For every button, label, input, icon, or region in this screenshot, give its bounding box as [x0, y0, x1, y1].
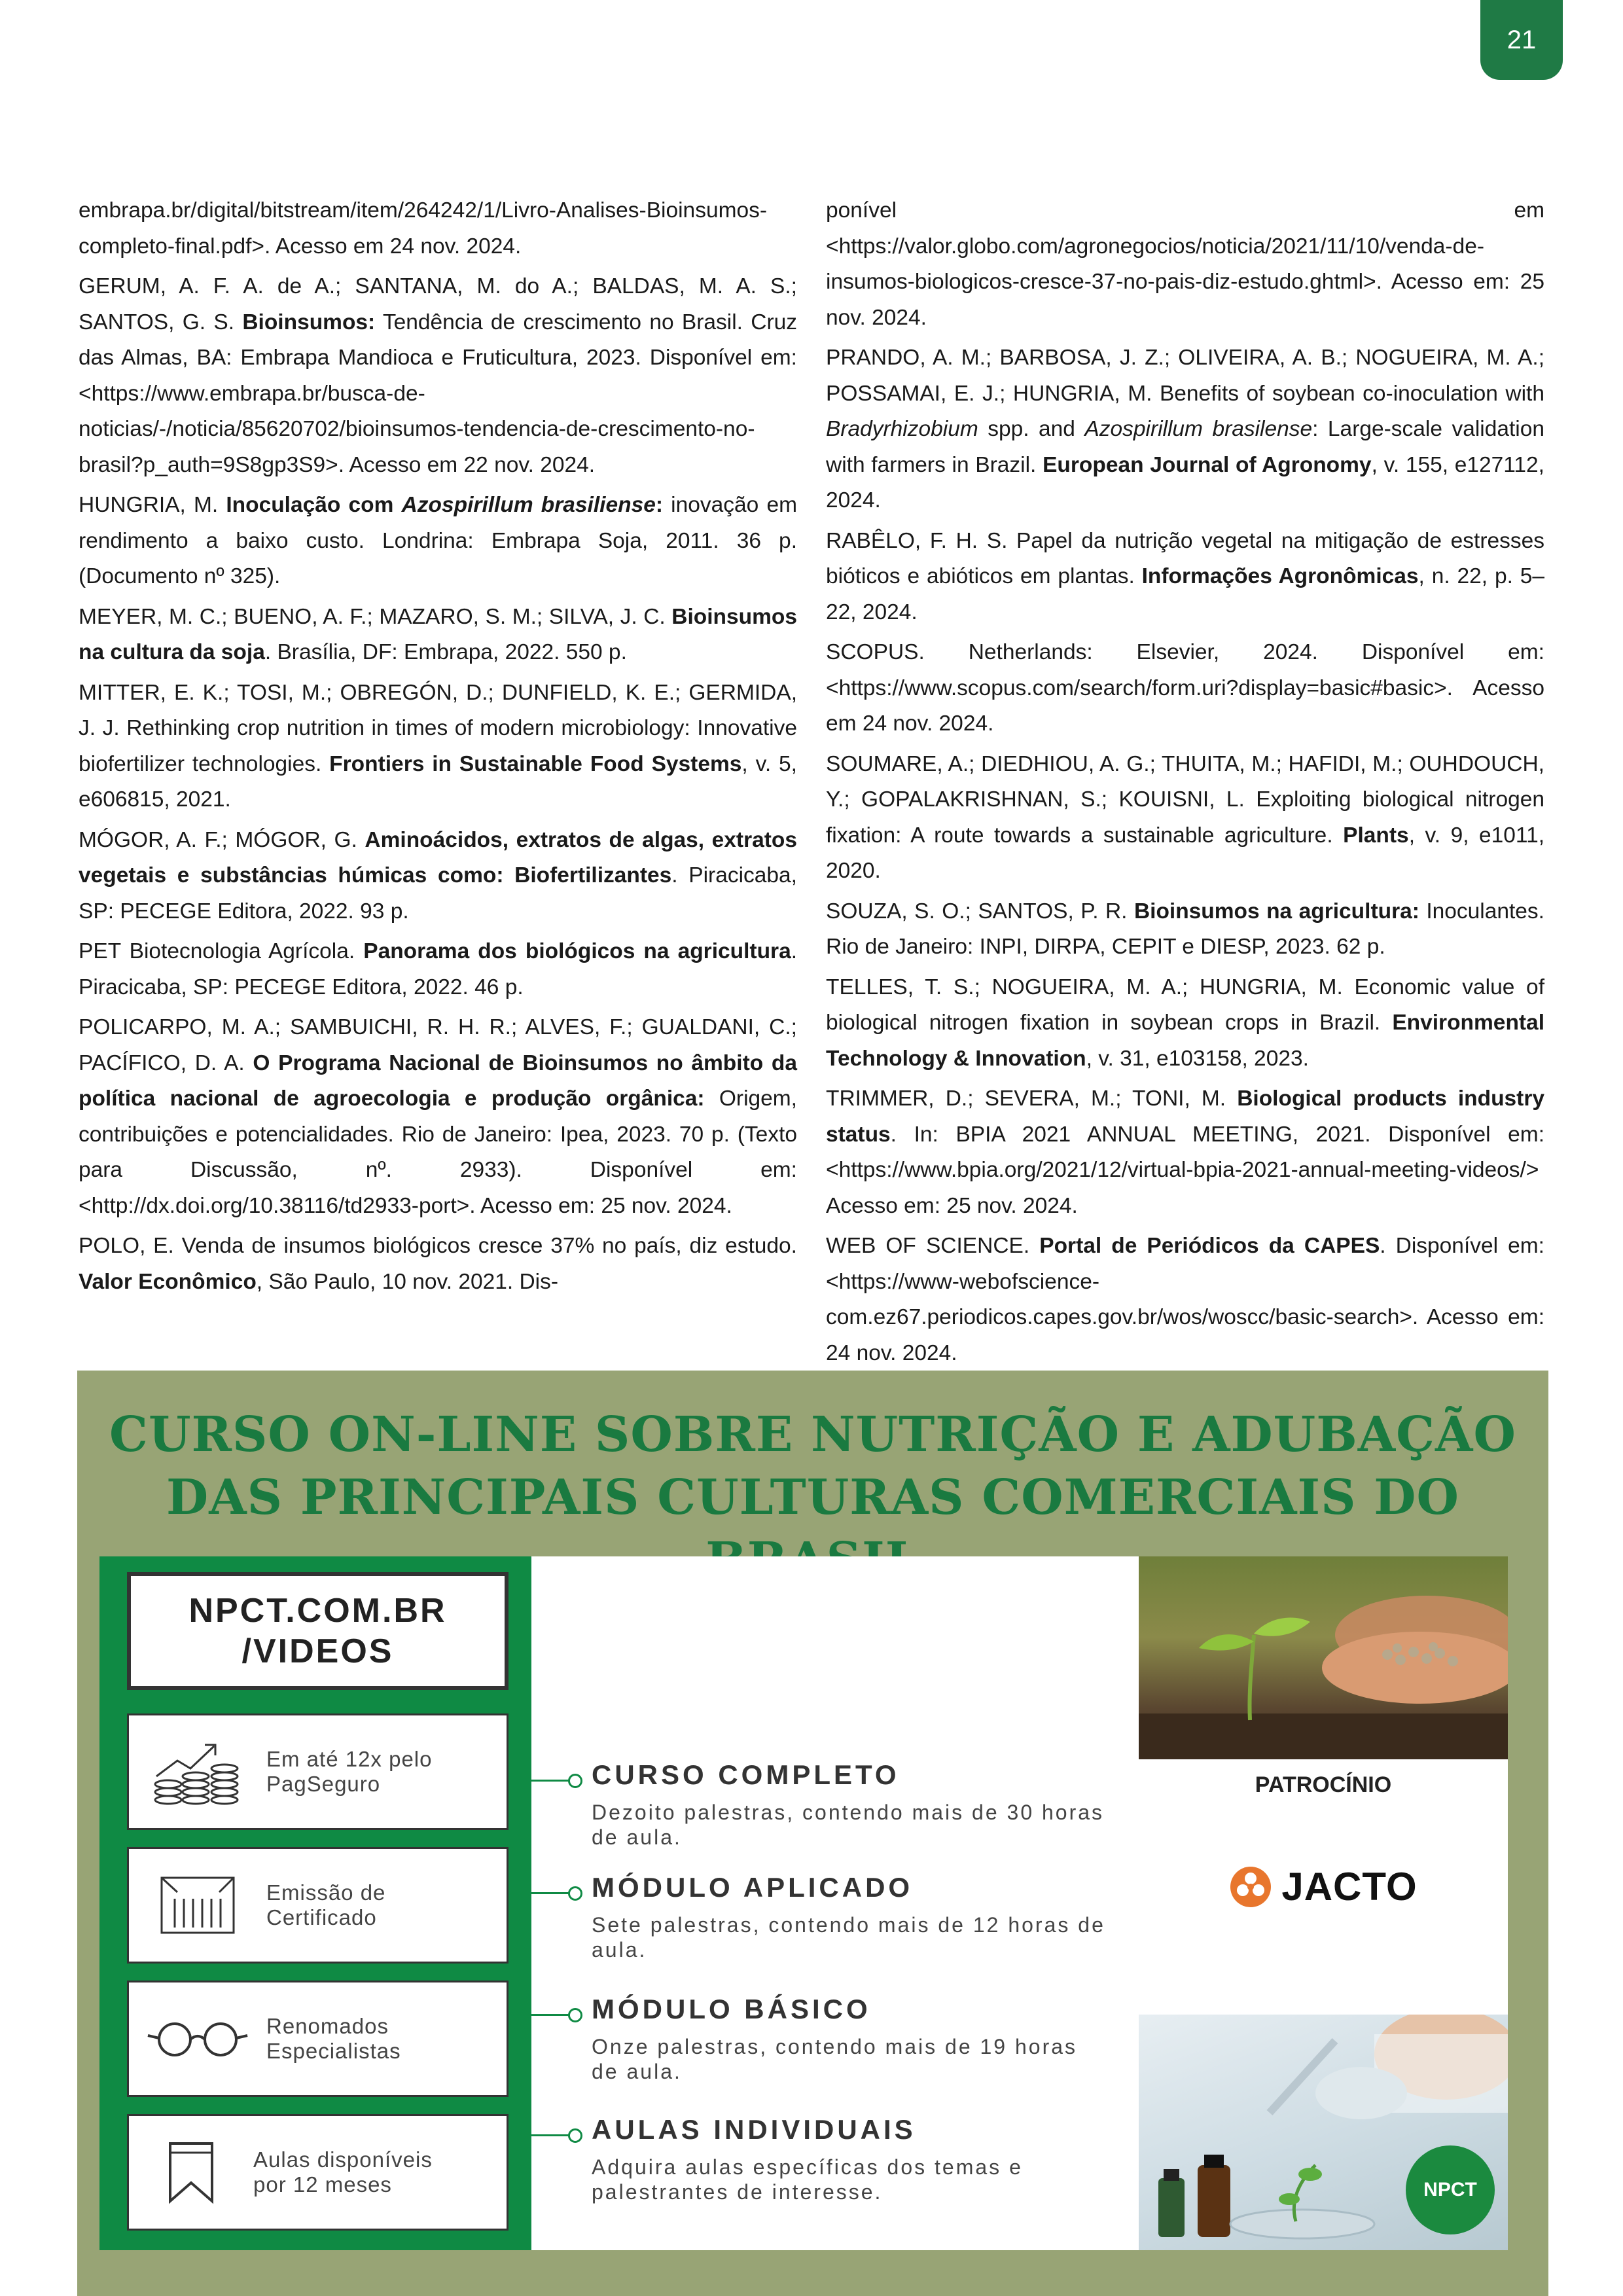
reference-text: Aminoácidos, extratos de algas, extratos vegetais e substâncias húmicas como: Biofertilizantes — [79, 827, 797, 888]
reference-text: MITTER, E. K.; TOSI, M.; OBREGÓN, D.; DUNFIELD, K. E.; GERMIDA, J. J. Rethinking crop nutrition in times of modern microbiology: Innovative biofertilizer technologies. — [79, 680, 797, 776]
reference-text: SOUZA, S. O.; SANTOS, P. R. — [826, 899, 1134, 924]
reference-text: , São Paulo, 10 nov. 2021. Dis- — [256, 1269, 559, 1294]
feature-payment — [127, 1713, 508, 1830]
reference-text: ponível em <https://valor.globo.com/agronegocios/noticia/2021/11/10/venda-de-insumos-biologicos-cresce-37-no-pais-diz-estudo.ghtml>. Acesso em: 25 nov. 2024. — [826, 198, 1544, 330]
certificate-icon — [129, 1873, 266, 1938]
seedling-photo — [1139, 1556, 1508, 1759]
option-title: MÓDULO BÁSICO — [592, 1994, 871, 2024]
option-title: AULAS INDIVIDUAIS — [592, 2114, 916, 2145]
reference-text: Azospirillum brasiliense — [401, 493, 656, 517]
reference-text: Valor Econômico — [79, 1269, 257, 1294]
feature-payment-line-1: Em até 12x pelo — [266, 1747, 433, 1771]
reference-text: SOUMARE, A.; DIEDHIOU, A. G.; THUITA, M.; HAFIDI, M.; OUHDOUCH, Y.; GOPALAKRISHNAN, S.; KOUISNI, L. Exploiting biological nitrogen fixation: A route towards a sustainable agriculture. — [826, 751, 1544, 848]
reference-text: PRANDO, A. M.; BARBOSA, J. Z.; OLIVEIRA, A. B.; NOGUEIRA, M. A.; POSSAMAI, E. J.; HUNGRIA, M. Benefits of soybean co-inoculation with — [826, 346, 1544, 406]
reference-entry — [79, 675, 797, 818]
option-description: Sete palestras, contendo mais de 12 horas de aula. — [592, 1913, 1105, 1962]
coins-chart-icon — [129, 1736, 266, 1808]
reference-text: Biological products industry status — [826, 1086, 1544, 1147]
reference-text: Origem, contribuições e potencialidades. Rio de Janeiro: Ipea, 2023. 70 p. (Texto para Discussão, nº. 2933). Disponível em: <http://dx.doi.org/10.38116/td2933-port>. Acesso em: 25 nov. 2024. — [79, 1086, 797, 1218]
reference-text: Frontiers in Sustainable Food Systems — [329, 751, 742, 776]
course-advertisement — [77, 1371, 1548, 2296]
reference-entry — [79, 193, 797, 264]
reference-text: , v. 9, e1011, 2020. — [826, 823, 1545, 883]
references-section — [79, 193, 1544, 1376]
reference-text: Informações Agronômicas — [1141, 564, 1419, 588]
reference-text: . Piracicaba, SP: PECEGE Editora, 2022. 46 p. — [79, 939, 798, 999]
sponsor-label: PATROCÍNIO — [1255, 1772, 1392, 1797]
reference-text: Bioinsumos: — [242, 310, 376, 334]
reference-text: Plants — [1343, 823, 1409, 848]
reference-entry — [826, 747, 1544, 889]
reference-text: MEYER, M. C.; BUENO, A. F.; MAZARO, S. M.; SILVA, J. C. — [79, 604, 672, 629]
reference-entry — [826, 524, 1544, 631]
reference-entry — [79, 934, 797, 1005]
reference-text: POLO, E. Venda de insumos biológicos cresce 37% no país, diz estudo. — [79, 1234, 797, 1258]
feature-availability-line-1: Aulas disponíveis — [253, 2147, 433, 2172]
option-description: Adquira aulas específicas dos temas e palestrantes de interesse. — [592, 2155, 1023, 2204]
reference-text: RABÊLO, F. H. S. Papel da nutrição vegetal na mitigação de estresses bióticos e abióticos em plantas. — [826, 528, 1544, 588]
reference-text: Portal de Periódicos da CAPES — [1039, 1234, 1380, 1258]
feature-availability-line-2: por 12 meses — [253, 2172, 392, 2197]
jacto-wordmark: JACTO — [1281, 1865, 1418, 1909]
bookmark-icon — [129, 2140, 253, 2205]
reference-text: Panorama dos biológicos na agricultura — [363, 939, 791, 963]
ad-features-column — [99, 1556, 531, 2250]
ad-title-line-2: DAS PRINCIPAIS CULTURAS COMERCIAIS DO — [166, 1469, 1459, 1526]
reference-entry — [826, 970, 1544, 1077]
reference-text: Inoculantes. Rio de Janeiro: INPI, DIRPA, CEPIT e DIESP, 2023. 62 p. — [826, 899, 1544, 959]
glasses-icon — [129, 2016, 266, 2062]
reference-text: : — [655, 493, 663, 517]
reference-text: Bioinsumos na cultura da soja — [79, 604, 797, 664]
jacto-emblem-icon — [1229, 1865, 1272, 1909]
bullet-dot-icon — [568, 1886, 582, 1901]
reference-text: GERUM, A. F. A. de A.; SANTANA, M. do A.; BALDAS, M. A. S.; SANTOS, G. S. — [79, 274, 797, 334]
ad-panel — [99, 1556, 1508, 2250]
reference-text: POLICARPO, M. A.; SAMBUICHI, R. H. R.; ALVES, F.; GUALDANI, C.; PACÍFICO, D. A. — [79, 1015, 797, 1075]
reference-text: Environmental Technology & Innovation — [826, 1011, 1544, 1071]
feature-specialists-line-2: Especialistas — [266, 2039, 401, 2063]
course-url-line-2: /VIDEOS — [241, 1632, 394, 1670]
laboratory-photo — [1139, 2015, 1508, 2250]
reference-text: Bioinsumos na agricultura: — [1133, 899, 1419, 924]
reference-text: TRIMMER, D.; SEVERA, M.; TONI, M. — [826, 1086, 1238, 1111]
reference-text: . Piracicaba, SP: PECEGE Editora, 2022. 93 p. — [79, 863, 797, 924]
reference-text: , n. 22, p. 5–22, 2024. — [826, 564, 1545, 624]
references-right-column — [826, 193, 1544, 1376]
reference-text: Tendência de crescimento no Brasil. Cruz das Almas, BA: Embrapa Mandioca e Fruticultura, 2023. Disponível em: <https://www.embrapa.br/busca-de-noticias/-/noticia/85620702/bioinsumos-tendencia-de-crescimento-no-brasil?p_auth=9S8gp3S9>. Acesso em 22 nov. 2024. — [79, 310, 797, 477]
reference-text: MÓGOR, A. F.; MÓGOR, G. — [79, 827, 365, 852]
reference-text: European Journal of Agronomy — [1043, 452, 1372, 477]
reference-text: WEB OF SCIENCE. — [826, 1234, 1040, 1258]
reference-text: PET Biotecnologia Agrícola. — [79, 939, 364, 963]
bullet-dot-icon — [568, 2128, 582, 2143]
feature-availability — [127, 2114, 508, 2231]
reference-text: . Disponível em: <https://www-webofscience-com.ez67.periodicos.capes.gov.br/wos/woscc/basic-search>. Acesso em: 24 nov. 2024. — [826, 1234, 1544, 1365]
feature-specialists — [127, 1981, 508, 2097]
reference-text: HUNGRIA, M. — [79, 493, 226, 517]
reference-text: , v. 31, e103158, 2023. — [1086, 1046, 1309, 1071]
reference-entry — [826, 340, 1544, 519]
reference-entry — [826, 1229, 1544, 1371]
reference-entry — [826, 894, 1544, 965]
option-title: MÓDULO APLICADO — [592, 1872, 914, 1903]
references-left-column — [79, 193, 797, 1376]
reference-text: Azospirillum brasilense — [1084, 417, 1313, 441]
npct-badge: NPCT — [1406, 2145, 1495, 2234]
reference-entry — [79, 1010, 797, 1224]
reference-entry — [79, 600, 797, 671]
bullet-dot-icon — [568, 2008, 582, 2022]
feature-payment-line-2: PagSeguro — [266, 1772, 381, 1796]
reference-text: . Brasília, DF: Embrapa, 2022. 550 p. — [264, 640, 627, 664]
reference-text: : Large-scale validation with farmers in Brazil. — [826, 417, 1544, 477]
option-description: Onze palestras, contendo mais de 19 horas de aula. — [592, 2035, 1078, 2083]
feature-certificate-line-2: Certificado — [266, 1905, 377, 1929]
reference-text: spp. and — [978, 417, 1085, 441]
jacto-logo — [1139, 1864, 1508, 1909]
reference-entry — [79, 269, 797, 483]
reference-entry — [826, 193, 1544, 336]
reference-entry — [826, 1081, 1544, 1224]
reference-text: , v. 155, e127112, 2024. — [826, 452, 1544, 512]
reference-entry — [79, 1229, 797, 1300]
page-number: 21 — [1480, 0, 1563, 80]
bullet-dot-icon — [568, 1774, 582, 1788]
reference-entry — [79, 488, 797, 595]
reference-text: , v. 5, e606815, 2021. — [79, 751, 797, 812]
feature-certificate-line-1: Emissão de — [266, 1880, 386, 1905]
reference-text: embrapa.br/digital/bitstream/item/264242/1/Livro-Analises-Bioinsumos-completo-final.pdf>. Acesso em 24 nov. 2024. — [79, 198, 768, 259]
reference-text: O Programa Nacional de Bioinsumos no âmbito da política nacional de agroecologia e produção orgânica: — [79, 1050, 797, 1111]
feature-certificate — [127, 1847, 508, 1964]
reference-text: Inoculação com — [226, 493, 402, 517]
reference-entry — [79, 823, 797, 930]
course-url-box[interactable] — [127, 1572, 508, 1690]
reference-text: inovação em rendimento a baixo custo. Londrina: Embrapa Soja, 2011. 36 p. (Documento nº 325). — [79, 493, 797, 588]
reference-text: SCOPUS. Netherlands: Elsevier, 2024. Disponível em: <https://www.scopus.com/search/form.uri?display=basic#basic>. Acesso em 24 nov. 2024. — [826, 640, 1544, 736]
feature-specialists-line-1: Renomados — [266, 2014, 389, 2038]
reference-text: Bradyrhizobium — [826, 417, 978, 441]
course-options — [531, 1556, 1133, 2250]
reference-text: . In: BPIA 2021 ANNUAL MEETING, 2021. Disponível em: <https://www.bpia.org/2021/12/virtual-bpia-2021-annual-meeting-videos/> Acesso em: 25 nov. 2024. — [826, 1122, 1544, 1218]
reference-entry — [826, 635, 1544, 742]
option-description: Dezoito palestras, contendo mais de 30 horas de aula. — [592, 1801, 1105, 1849]
ad-title-line-1: CURSO ON-LINE SOBRE NUTRIÇÃO E ADUBAÇÃO — [109, 1407, 1516, 1463]
course-url-line-1: NPCT.COM.BR — [188, 1592, 447, 1630]
reference-text: TELLES, T. S.; NOGUEIRA, M. A.; HUNGRIA, M. Economic value of biological nitrogen fixation in soybean crops in Brazil. — [826, 975, 1544, 1035]
option-title: CURSO COMPLETO — [592, 1759, 900, 1790]
